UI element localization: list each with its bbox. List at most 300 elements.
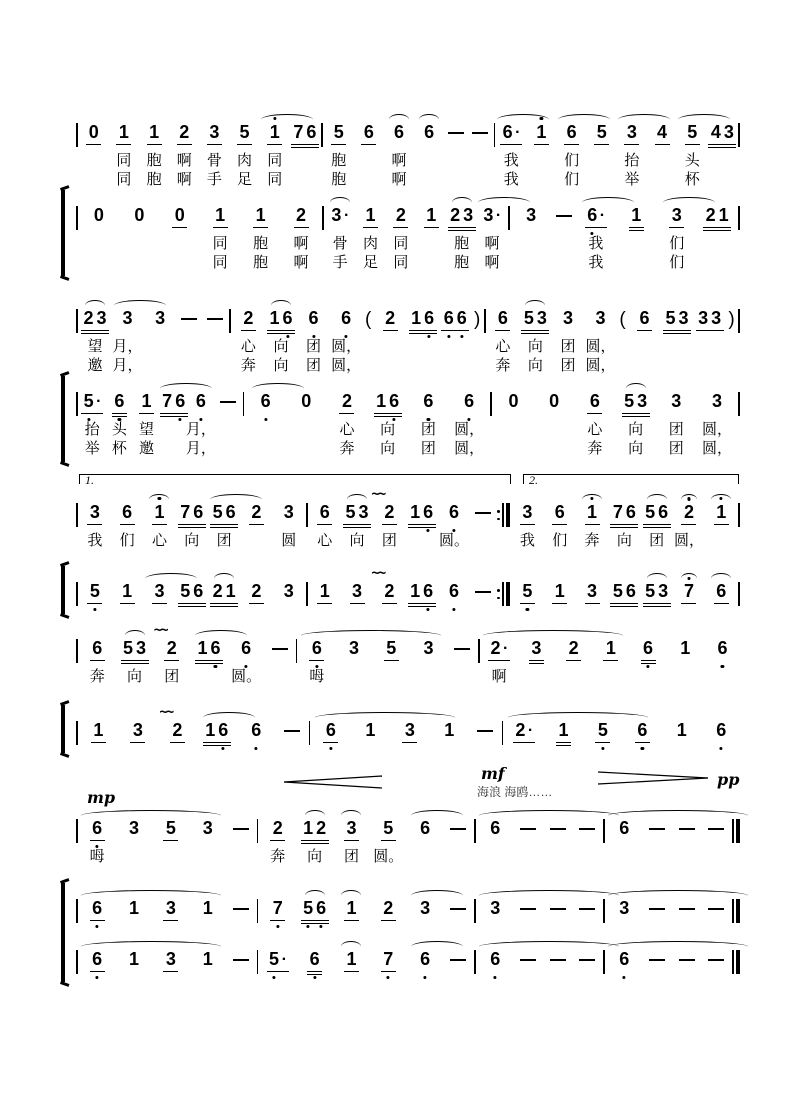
duration-dash — [708, 828, 724, 830]
mark-row — [153, 622, 190, 638]
mark-row — [118, 708, 157, 720]
note-row — [79, 205, 119, 235]
mark-row — [672, 886, 701, 898]
note-column — [705, 569, 737, 611]
note-digit: 1 — [410, 502, 421, 522]
mark-row — [240, 569, 272, 581]
note-digit: 2 — [166, 638, 177, 658]
mark-row — [214, 379, 241, 391]
note-token — [331, 122, 346, 143]
note-row — [575, 391, 616, 421]
note-digit: 5 — [212, 502, 223, 522]
mark-row — [576, 569, 608, 581]
note-row — [407, 818, 444, 848]
mark-row — [322, 193, 324, 205]
lyric-syllable: 肉 — [362, 236, 378, 252]
note-row — [259, 818, 296, 848]
stave — [75, 193, 741, 273]
mark-row — [333, 937, 370, 949]
note-row — [481, 638, 518, 668]
note-digit: 6 — [240, 638, 253, 659]
note-row — [355, 205, 385, 235]
mark-row — [408, 379, 449, 391]
octave-dot-below — [96, 845, 99, 848]
note-digit: 6 — [589, 391, 600, 411]
mark-row — [311, 708, 350, 720]
mark-row — [362, 296, 373, 308]
final-barline — [732, 899, 740, 923]
note-column — [407, 806, 444, 867]
note-token — [91, 205, 106, 226]
lyric-syllable: 团 — [420, 422, 436, 438]
lyric-syllable: 团 — [668, 441, 684, 457]
mark-row — [386, 193, 416, 205]
stave — [75, 886, 741, 928]
note-column — [296, 937, 333, 979]
octave-dot-below — [720, 747, 723, 750]
mark-row — [208, 569, 240, 581]
octave-dot-below — [329, 747, 332, 750]
mark-row — [444, 110, 468, 122]
barline — [76, 819, 78, 843]
mark-row — [189, 886, 226, 898]
note-column — [273, 569, 305, 611]
note-token — [178, 581, 206, 602]
note-column — [370, 886, 407, 928]
note-row — [449, 391, 490, 421]
mark-row — [496, 110, 526, 122]
mark-row — [406, 490, 438, 502]
note-digit: 1 — [268, 122, 281, 143]
note-token — [566, 638, 581, 659]
note-digit: 6 — [281, 308, 294, 329]
slur-mark — [271, 300, 291, 308]
mark-row — [414, 110, 444, 122]
note-row — [189, 898, 226, 928]
note-row — [324, 122, 354, 152]
note-token — [344, 818, 359, 839]
note-column — [133, 379, 160, 459]
mark-row — [481, 626, 518, 638]
note-digit: 7 — [271, 898, 284, 919]
duration-dash — [579, 828, 595, 830]
note-token — [382, 581, 397, 602]
note-token — [685, 122, 700, 143]
thick-barline — [506, 503, 510, 527]
mark-row — [430, 708, 469, 720]
mark-row — [371, 565, 405, 581]
note-row — [606, 949, 643, 979]
slur-mark — [330, 197, 350, 205]
note-column — [656, 379, 697, 459]
note-digit: 5 — [123, 638, 134, 658]
note-token — [267, 122, 282, 143]
note-digit: 1 — [303, 818, 314, 838]
note-column — [702, 708, 741, 750]
barline — [474, 899, 476, 923]
note-token — [258, 391, 273, 412]
note-digit: 6 — [193, 502, 204, 522]
close-paren: ) — [728, 309, 735, 330]
slur-mark — [347, 494, 367, 502]
lyric-syllable: 月， — [185, 441, 216, 457]
note-token — [163, 818, 178, 839]
lyric-syllable: 团 — [649, 533, 665, 549]
mark-row — [324, 110, 354, 122]
note-row — [199, 122, 229, 152]
note-column — [496, 110, 526, 190]
lyric-syllable: 足 — [237, 172, 253, 188]
note-row — [373, 502, 405, 532]
note-column — [106, 379, 133, 459]
note-digit: 6 — [122, 502, 133, 522]
note-digit: 2 — [682, 502, 695, 523]
note-token — [424, 205, 439, 226]
octave-dot-below — [255, 747, 258, 750]
voice-group-bracket — [61, 376, 71, 462]
note-row — [79, 638, 116, 668]
lyric-syllable: 奔 — [89, 669, 105, 685]
note-column — [449, 379, 490, 459]
note-digit: 1 — [631, 205, 642, 225]
lyric-syllable: 足 — [362, 255, 378, 271]
octave-dot-below — [428, 335, 431, 338]
lyric-syllable: 我 — [519, 533, 535, 549]
note-token — [160, 391, 188, 412]
note-row — [226, 949, 255, 979]
note-row — [583, 720, 622, 750]
note-token — [520, 581, 535, 602]
mark-row — [158, 704, 197, 720]
note-column — [297, 296, 330, 376]
note-column — [587, 110, 617, 190]
note-digit: 5 — [165, 818, 176, 838]
mark-row — [519, 296, 552, 308]
note-column — [79, 708, 118, 750]
lyric-syllable: 同 — [393, 236, 409, 252]
octave-dot-below — [387, 976, 390, 979]
note-digit: 3 — [165, 898, 176, 918]
barline — [306, 582, 308, 606]
mark-row — [111, 490, 143, 502]
note-column — [273, 490, 305, 551]
note-row — [243, 391, 245, 421]
note-row — [704, 638, 741, 668]
note-digit: 3 — [483, 205, 494, 225]
mark-row — [606, 886, 643, 898]
barline — [603, 950, 605, 974]
barline — [257, 899, 259, 923]
note-row — [116, 818, 153, 848]
mark-row — [79, 886, 116, 898]
note-row — [447, 638, 477, 668]
barline — [603, 899, 605, 923]
lyric-syllable: 奔 — [584, 533, 600, 549]
mark-row — [325, 193, 355, 205]
note-digit: 5 — [386, 638, 397, 658]
lyric-syllable: 杯 — [684, 172, 700, 188]
mark-row — [416, 193, 446, 205]
note-token — [210, 502, 238, 523]
note-row — [79, 818, 116, 848]
note-digit: 3 — [283, 502, 294, 522]
lyric-syllable: 向 — [380, 441, 396, 457]
lyric-syllable: 圆 — [281, 533, 297, 549]
note-digit: 6 — [422, 502, 435, 523]
note-digit: 6 — [422, 581, 435, 602]
note-row — [327, 391, 368, 421]
note-column — [200, 193, 240, 273]
note-row — [641, 502, 673, 532]
note-column — [518, 626, 555, 687]
note-token — [520, 502, 535, 523]
note-row — [477, 949, 514, 979]
note-row — [143, 581, 175, 611]
note-digit: 1 — [153, 502, 166, 523]
slur-mark — [419, 114, 439, 122]
note-column — [354, 110, 384, 190]
note-row — [390, 720, 429, 750]
note-token — [392, 122, 407, 143]
mark-row — [514, 806, 543, 818]
lyric-syllable: 圆， — [585, 358, 616, 374]
mark-row — [543, 937, 572, 949]
note-digit: 3 — [463, 205, 474, 225]
note-row — [502, 720, 504, 750]
duration-dash — [550, 908, 566, 910]
note-row — [707, 122, 737, 152]
octave-dot-below — [264, 418, 267, 421]
note-token — [669, 391, 684, 412]
note-token — [521, 308, 549, 329]
lyric-syllable: 团 — [668, 422, 684, 438]
note-row — [496, 122, 526, 152]
duration-dash — [649, 959, 665, 961]
barline — [490, 392, 492, 416]
lyric-syllable: 望 — [139, 422, 155, 438]
note-column — [592, 626, 629, 687]
barline — [322, 206, 324, 230]
note-digit: 3 — [165, 949, 176, 969]
note-column — [576, 193, 616, 273]
note-digit: 7 — [683, 581, 694, 601]
octave-dot-below — [452, 529, 455, 532]
barline — [738, 123, 740, 147]
note-digit: 3 — [122, 308, 133, 328]
system-4 — [75, 622, 741, 750]
note-row — [228, 638, 265, 668]
note-digit: 6 — [554, 502, 565, 522]
note-row — [76, 502, 78, 532]
augmentation-dot: · — [599, 207, 606, 224]
mark-row — [371, 486, 405, 502]
note-column — [259, 937, 296, 979]
note-column — [158, 704, 197, 750]
mark-row — [333, 886, 370, 898]
mark-row — [447, 626, 477, 638]
volta-label-1: 1. — [85, 473, 94, 487]
note-digit: 6 — [250, 720, 263, 741]
lyric-syllable: 我 — [588, 236, 604, 252]
note-row — [384, 122, 414, 152]
note-column — [408, 379, 449, 459]
note-digit: 1 — [444, 720, 455, 740]
note-token — [617, 898, 632, 919]
note-digit: 6 — [447, 581, 460, 602]
note-row — [79, 581, 111, 611]
note-token — [495, 308, 510, 329]
note-token — [564, 122, 579, 143]
mark-row — [276, 708, 308, 720]
octave-dot-below — [447, 335, 450, 338]
note-token — [195, 638, 223, 659]
barline-column — [737, 379, 741, 459]
mark-row — [169, 110, 199, 122]
dash-note-column — [702, 806, 731, 867]
barline — [76, 206, 78, 230]
note-row — [493, 391, 534, 421]
note-digit: 6 — [193, 581, 204, 601]
augmentation-dot: · — [281, 951, 287, 968]
note-token — [446, 502, 461, 523]
note-row — [672, 898, 701, 928]
mark-row — [603, 886, 605, 898]
note-column — [583, 708, 622, 750]
repeat-dot — [497, 518, 500, 521]
stave — [75, 110, 741, 190]
note-digit: 6 — [447, 502, 460, 523]
lyric-syllable: 胞 — [331, 153, 347, 169]
note-digit: 5 — [687, 122, 698, 142]
note-token — [610, 581, 638, 602]
lyric-syllable: 心 — [339, 422, 355, 438]
note-digit: 3 — [637, 391, 648, 411]
mark-row — [341, 490, 373, 502]
mark-row — [557, 110, 587, 122]
note-token — [585, 581, 600, 602]
mark-row — [576, 490, 608, 502]
note-digit: 1 — [205, 720, 216, 740]
note-token — [126, 818, 141, 839]
thin-barline — [732, 899, 734, 923]
note-token — [317, 502, 332, 523]
dash-note-column — [514, 806, 543, 867]
thick-barline — [736, 899, 740, 923]
mark-row — [384, 110, 414, 122]
note-token — [381, 898, 396, 919]
note-token — [418, 949, 433, 970]
note-column — [584, 296, 617, 376]
note-digit: 1 — [605, 638, 616, 658]
note-digit: 3 — [536, 308, 547, 328]
mark-row — [444, 886, 473, 898]
note-column — [109, 110, 139, 190]
note-column — [373, 626, 410, 687]
barline — [306, 503, 308, 527]
note-digit: 3 — [595, 308, 606, 328]
barline — [321, 123, 323, 147]
slur-mark — [525, 300, 545, 308]
note-column — [333, 806, 370, 867]
mark-row — [647, 110, 677, 122]
note-token — [267, 949, 289, 970]
note-row — [296, 949, 333, 979]
note-row — [738, 122, 740, 152]
lyric-syllable: 奔 — [270, 849, 286, 865]
note-digit: 3 — [154, 581, 165, 601]
note-token — [299, 391, 314, 412]
note-digit: 7 — [293, 122, 304, 142]
note-token — [418, 818, 433, 839]
note-column — [606, 886, 643, 928]
note-digit: 6 — [307, 308, 320, 329]
lyric-syllable: 同 — [393, 255, 409, 271]
note-column — [111, 296, 144, 376]
lyric-syllable: 圆， — [331, 358, 362, 374]
note-digit: 6 — [92, 638, 103, 658]
note-row — [373, 581, 405, 611]
mark-row — [449, 379, 490, 391]
mark-row — [144, 296, 177, 308]
note-row — [407, 898, 444, 928]
note-token — [239, 638, 254, 659]
mark-row — [76, 490, 78, 502]
note-row — [76, 949, 78, 979]
barline — [76, 503, 78, 527]
note-digit: 3 — [671, 391, 682, 411]
note-row — [386, 205, 416, 235]
lyric-syllable: 呣 — [309, 669, 325, 685]
note-row — [494, 122, 496, 152]
dynamic-mp: mp — [87, 788, 116, 807]
note-row — [406, 581, 438, 611]
note-column — [623, 708, 662, 750]
note-token — [617, 818, 632, 839]
note-row — [351, 720, 390, 750]
note-row — [617, 308, 628, 338]
note-row — [608, 581, 640, 611]
barline — [738, 503, 740, 527]
dynamic-pp: pp — [717, 770, 740, 789]
note-row — [497, 581, 510, 611]
note-row — [116, 638, 153, 668]
note-row — [370, 898, 407, 928]
note-row — [322, 205, 324, 235]
note-column — [176, 490, 208, 551]
note-token — [163, 949, 178, 970]
mark-row — [152, 886, 189, 898]
mark-row — [514, 937, 543, 949]
note-token — [344, 949, 359, 970]
lyric-syllable: 向 — [273, 358, 289, 374]
note-column — [111, 490, 143, 551]
barline — [243, 392, 245, 416]
note-row — [603, 898, 605, 928]
note-digit: 2 — [316, 818, 327, 838]
mark-row — [697, 379, 738, 391]
octave-dot-below — [601, 747, 604, 750]
note-row — [477, 818, 514, 848]
note-row — [76, 308, 78, 338]
note-column — [493, 379, 534, 459]
note-token — [703, 205, 731, 226]
note-digit: 6 — [310, 638, 323, 659]
note-digit: 0 — [301, 391, 312, 411]
mark-row — [702, 806, 731, 818]
octave-dot-below — [96, 976, 99, 979]
note-digit: 3 — [562, 308, 573, 328]
mark-row — [367, 379, 408, 391]
